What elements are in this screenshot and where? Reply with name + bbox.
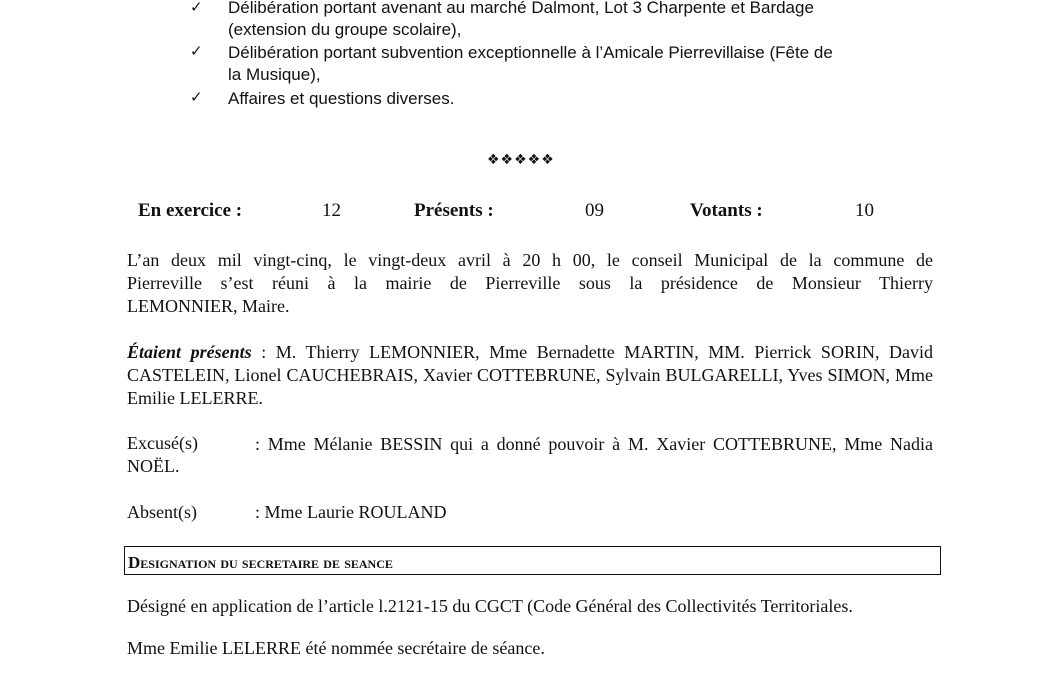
agenda-item bbox=[228, 88, 938, 110]
intro-line: LEMONNIER, Maire. bbox=[127, 296, 290, 316]
agenda-item bbox=[228, 42, 938, 86]
designation-text: Désigné en application de l’article l.2121-15 du CGCT (Code Général des Collectivités Territoriales. bbox=[127, 596, 853, 616]
checkmark-icon: ✓ bbox=[190, 0, 203, 16]
absents-label: Absent(s) bbox=[127, 502, 197, 522]
votants-label: Votants : bbox=[690, 200, 763, 221]
agenda-item-line: Affaires et questions diverses. bbox=[228, 89, 455, 108]
section-heading: Designation du secretaire de seance bbox=[124, 546, 941, 575]
presents-line: : M. Thierry LEMONNIER, Mme Bernadette MARTIN, MM. Pierrick SORIN, David bbox=[251, 342, 934, 362]
agenda-item-line: Délibération portant avenant au marché Dalmont, Lot 3 Charpente et Bardage bbox=[228, 0, 814, 17]
excuses-line: : Mme Mélanie BESSIN qui a donné pouvoir à M. Xavier COTTEBRUNE, Mme Nadia bbox=[255, 434, 933, 454]
excuses-text bbox=[255, 433, 933, 456]
en-exercice-label: En exercice : bbox=[138, 200, 243, 221]
agenda-item bbox=[228, 0, 938, 41]
presents-line: CASTELEIN, Lionel CAUCHEBRAIS, Xavier COTTEBRUNE, Sylvain BULGARELLI, Yves SIMON, Mme bbox=[127, 365, 933, 385]
intro-paragraph bbox=[127, 249, 933, 318]
presents-value: 09 bbox=[585, 200, 604, 221]
votants-value: 10 bbox=[855, 200, 874, 221]
presents-label: Présents : bbox=[414, 200, 494, 221]
en-exercice-value: 12 bbox=[322, 200, 341, 221]
separator-ornament: ❖❖❖❖❖ bbox=[487, 152, 555, 168]
excuses-line: NOËL. bbox=[127, 456, 180, 476]
checkmark-icon: ✓ bbox=[190, 88, 203, 106]
excuses-label: Excusé(s) bbox=[127, 433, 198, 453]
absents-value: : Mme Laurie ROULAND bbox=[255, 502, 447, 522]
presents-lead: Étaient présents bbox=[127, 342, 252, 362]
agenda-item-line: la Musique), bbox=[228, 65, 321, 84]
secretary-text: Mme Emilie LELERRE été nommée secrétaire de séance. bbox=[127, 638, 545, 658]
presents-line: Emilie LELERRE. bbox=[127, 388, 263, 408]
agenda-item-line: Délibération portant subvention exceptionnelle à l’Amicale Pierrevillaise (Fête de bbox=[228, 43, 833, 62]
agenda-item-line: (extension du groupe scolaire), bbox=[228, 20, 462, 39]
intro-line: Pierreville s’est réuni à la mairie de Pierreville sous la présidence de Monsieur Thierry bbox=[127, 273, 933, 293]
presents-paragraph bbox=[127, 341, 933, 410]
intro-line: L’an deux mil vingt-cinq, le vingt-deux avril à 20 h 00, le conseil Municipal de la commune de bbox=[127, 250, 933, 270]
checkmark-icon: ✓ bbox=[190, 42, 203, 60]
